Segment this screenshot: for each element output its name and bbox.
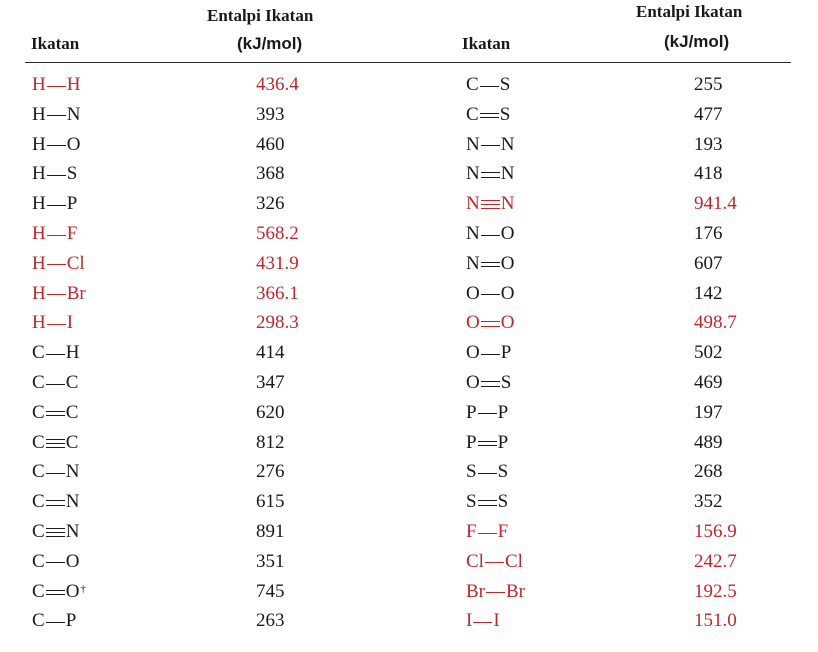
bond-atom-b: P (65, 610, 77, 632)
bond-atom-a: P (466, 431, 477, 453)
left-enthalpy-value: 414 (256, 342, 285, 364)
left-enthalpy-value: 276 (256, 461, 285, 483)
left-enthalpy-value: 263 (256, 610, 285, 632)
bond-atom-b: Cl (504, 550, 523, 572)
double-bond-line (46, 408, 65, 417)
double-bond-line (46, 498, 65, 507)
left-bond-cell (32, 610, 76, 632)
left-bond-cell (32, 581, 86, 603)
left-enthalpy-value: 891 (256, 521, 285, 542)
right-enthalpy-value: 176 (694, 223, 723, 244)
bond-atom-b: O (65, 580, 80, 602)
single-bond-line (46, 468, 65, 477)
single-bond-line (47, 170, 66, 179)
right-bond-cell (466, 312, 514, 334)
bond-atom-a: C (32, 372, 45, 393)
left-enthalpy-value: 620 (256, 401, 285, 423)
left-bond-cell (32, 253, 85, 275)
right-bond-cell (466, 521, 508, 543)
double-bond-line (481, 170, 500, 179)
right-enthalpy-value: 477 (694, 103, 723, 125)
bond-atom-b: O (500, 282, 515, 304)
bond-atom-a: C (32, 580, 45, 602)
bond-atom-b: N (65, 491, 80, 513)
single-bond-line (47, 259, 66, 268)
left-enthalpy-value: 568.2 (256, 223, 299, 244)
bond-atom-a: O (466, 312, 480, 334)
single-bond-line (481, 140, 500, 149)
bond-atom-a: H (32, 74, 46, 95)
right-enthalpy-value: 255 (694, 74, 723, 95)
bond-atom-b: S (66, 163, 78, 185)
single-bond-line (47, 81, 66, 90)
left-bond-cell (32, 461, 79, 483)
double-bond-line (481, 319, 500, 328)
bond-atom-b: I (66, 312, 74, 334)
double-bond-line (481, 259, 500, 268)
left-bond-cell (32, 372, 78, 394)
right-enthalpy-value: 197 (694, 401, 723, 423)
bond-atom-a: H (32, 133, 46, 155)
single-bond-line (47, 140, 66, 149)
right-enthalpy-value: 192.5 (694, 580, 737, 602)
bond-atom-b: H (65, 342, 80, 364)
right-bond-cell (466, 432, 508, 454)
bond-atom-b: C (65, 431, 79, 453)
right-enthalpy-value: 498.7 (694, 312, 737, 334)
bond-atom-b: Br (66, 282, 86, 304)
bond-atom-a: C (466, 74, 479, 95)
bond-atom-a: F (466, 521, 477, 542)
bond-atom-b: O (65, 550, 80, 572)
right-enthalpy-header-unit: (kJ/mol) (664, 32, 730, 51)
left-bond-cell (32, 551, 79, 573)
left-enthalpy-header-unit: (kJ/mol) (237, 34, 303, 53)
bond-atom-a: H (32, 223, 46, 244)
bond-atom-a: S (466, 491, 477, 513)
right-bond-cell (466, 402, 508, 424)
single-bond-line (47, 319, 66, 328)
left-enthalpy-header-title: Entalpi Ikatan (207, 6, 314, 25)
double-bond-line (478, 438, 497, 447)
double-bond-line (480, 110, 499, 119)
bond-atom-b: N (500, 193, 515, 215)
single-bond-line (47, 110, 66, 119)
right-bond-cell (466, 74, 510, 96)
bond-atom-a: Cl (466, 550, 484, 572)
bond-atom-a: S (466, 461, 477, 483)
single-bond-line (481, 349, 500, 358)
left-bond-cell (32, 491, 79, 513)
bond-atom-a: N (466, 133, 480, 155)
right-bond-cell (466, 491, 508, 513)
bond-atom-b: F (497, 521, 509, 542)
bond-atom-a: H (32, 282, 46, 304)
left-bond-cell (32, 223, 77, 245)
single-bond-line (486, 587, 505, 596)
right-bond-cell (466, 283, 514, 305)
right-enthalpy-value: 268 (694, 461, 723, 483)
right-bond-cell (466, 134, 514, 156)
single-bond-line (478, 468, 497, 477)
right-enthalpy-value: 193 (694, 133, 723, 155)
bond-atom-b: S (499, 74, 511, 95)
right-enthalpy-value: 607 (694, 252, 723, 274)
left-enthalpy-value: 431.9 (256, 252, 299, 274)
right-enthalpy-value: 469 (694, 372, 723, 393)
bond-atom-a: I (466, 610, 473, 632)
right-bond-cell (466, 461, 508, 483)
right-bond-cell (466, 372, 511, 394)
left-enthalpy-value: 745 (256, 580, 285, 602)
right-enthalpy-value: 242.7 (694, 550, 737, 572)
left-enthalpy-value: 615 (256, 491, 285, 513)
bond-atom-a: H (32, 312, 46, 334)
left-bond-cell (32, 432, 78, 454)
bond-atom-b: O (66, 133, 81, 155)
bond-atom-b: I (493, 610, 500, 632)
bond-atom-b: O (500, 312, 515, 334)
bond-atom-b: F (66, 223, 78, 244)
bond-atom-a: P (466, 401, 477, 423)
bond-atom-a: H (32, 163, 46, 185)
left-bond-cell (32, 402, 78, 424)
right-bond-cell (466, 581, 525, 603)
bond-atom-a: C (32, 342, 45, 364)
bond-atom-a: C (32, 521, 45, 542)
left-bond-cell (32, 521, 79, 543)
triple-bond-line (481, 200, 500, 209)
double-bond-line (478, 498, 497, 507)
bond-atom-b: Cl (66, 252, 85, 274)
bond-atom-b: P (500, 342, 512, 364)
bond-atom-b: C (65, 372, 79, 393)
single-bond-line (46, 557, 65, 566)
triple-bond-line (46, 528, 65, 537)
right-enthalpy-value: 418 (694, 163, 723, 185)
triple-bond-line (46, 438, 65, 447)
right-bond-cell (466, 253, 514, 275)
right-bond-cell (466, 610, 500, 632)
single-bond-line (481, 289, 500, 298)
bond-atom-a: C (466, 103, 479, 125)
bond-atom-b: N (500, 163, 515, 185)
bond-atom-a: N (466, 252, 480, 274)
bond-atom-b: S (497, 461, 509, 483)
bond-atom-a: C (32, 550, 45, 572)
left-bond-cell (32, 163, 77, 185)
bond-atom-a: O (466, 282, 480, 304)
single-bond-line (480, 81, 499, 90)
right-enthalpy-value: 156.9 (694, 521, 737, 542)
right-bond-cell (466, 163, 514, 185)
single-bond-line (47, 200, 66, 209)
single-bond-line (47, 289, 66, 298)
bond-atom-b: P (497, 401, 509, 423)
left-bond-cell (32, 342, 79, 364)
left-enthalpy-value: 347 (256, 372, 285, 393)
single-bond-line (478, 408, 497, 417)
single-bond-line (47, 230, 66, 239)
bond-atom-a: O (466, 372, 480, 393)
bond-atom-a: C (32, 491, 45, 513)
bond-atom-a: N (466, 223, 480, 244)
bond-atom-a: C (32, 431, 45, 453)
bond-atom-b: C (65, 401, 79, 423)
bond-atom-a: H (32, 252, 46, 274)
right-bond-cell (466, 551, 523, 573)
bond-atom-b: N (65, 461, 80, 483)
bond-atom-a: H (32, 193, 46, 215)
bond-atom-b: S (497, 491, 509, 513)
right-enthalpy-value: 151.0 (694, 610, 737, 632)
bond-atom-a: C (32, 461, 45, 483)
left-enthalpy-value: 366.1 (256, 282, 299, 304)
single-bond-line (46, 617, 65, 626)
bond-atom-b: O (500, 223, 515, 244)
single-bond-line (485, 557, 504, 566)
single-bond-line (46, 379, 65, 388)
bond-atom-b: P (497, 431, 509, 453)
left-bond-header: Ikatan (31, 34, 80, 53)
bond-atom-b: S (499, 103, 511, 125)
bond-atom-b: Br (506, 580, 525, 602)
bond-atom-a: C (32, 610, 45, 632)
right-bond-header: Ikatan (462, 34, 511, 53)
left-bond-cell (32, 283, 86, 305)
left-enthalpy-value: 393 (256, 103, 285, 125)
bond-atom-b: N (66, 103, 81, 125)
bond-atom-b: N (65, 521, 80, 542)
left-enthalpy-value: 812 (256, 431, 285, 453)
right-enthalpy-value: 502 (694, 342, 723, 364)
bond-atom-a: H (32, 103, 46, 125)
header-rule (25, 62, 791, 63)
right-bond-cell (466, 223, 514, 245)
bond-atom-b: O (500, 252, 515, 274)
bond-atom-a: N (466, 193, 480, 215)
left-enthalpy-value: 436.4 (256, 74, 299, 95)
bond-atom-b: H (66, 74, 81, 95)
single-bond-line (473, 617, 492, 626)
left-enthalpy-value: 298.3 (256, 312, 299, 334)
single-bond-line (478, 528, 497, 537)
bond-atom-a: C (32, 401, 45, 423)
left-bond-cell (32, 104, 80, 126)
double-bond-line (46, 587, 65, 596)
right-enthalpy-value: 142 (694, 282, 723, 304)
right-enthalpy-header-title: Entalpi Ikatan (636, 2, 743, 21)
left-enthalpy-value: 351 (256, 550, 285, 572)
left-bond-cell (32, 74, 80, 96)
right-enthalpy-value: 489 (694, 431, 723, 453)
left-enthalpy-value: 368 (256, 163, 285, 185)
double-bond-line (481, 379, 500, 388)
left-bond-cell (32, 193, 77, 215)
right-bond-cell (466, 342, 511, 364)
right-bond-cell (466, 104, 510, 126)
right-bond-cell (466, 193, 514, 215)
right-enthalpy-value: 941.4 (694, 193, 737, 215)
bond-atom-b: N (500, 133, 515, 155)
left-enthalpy-value: 460 (256, 133, 285, 155)
bond-atom-a: O (466, 342, 480, 364)
bond-atom-a: Br (466, 580, 485, 602)
bond-atom-b: P (66, 193, 78, 215)
left-bond-cell (32, 134, 80, 156)
bond-atom-b: S (500, 372, 512, 393)
bond-atom-a: N (466, 163, 480, 185)
left-enthalpy-value: 326 (256, 193, 285, 215)
single-bond-line (481, 230, 500, 239)
right-enthalpy-value: 352 (694, 491, 723, 513)
footnote-dagger: † (80, 582, 86, 595)
single-bond-line (46, 349, 65, 358)
left-bond-cell (32, 312, 73, 334)
